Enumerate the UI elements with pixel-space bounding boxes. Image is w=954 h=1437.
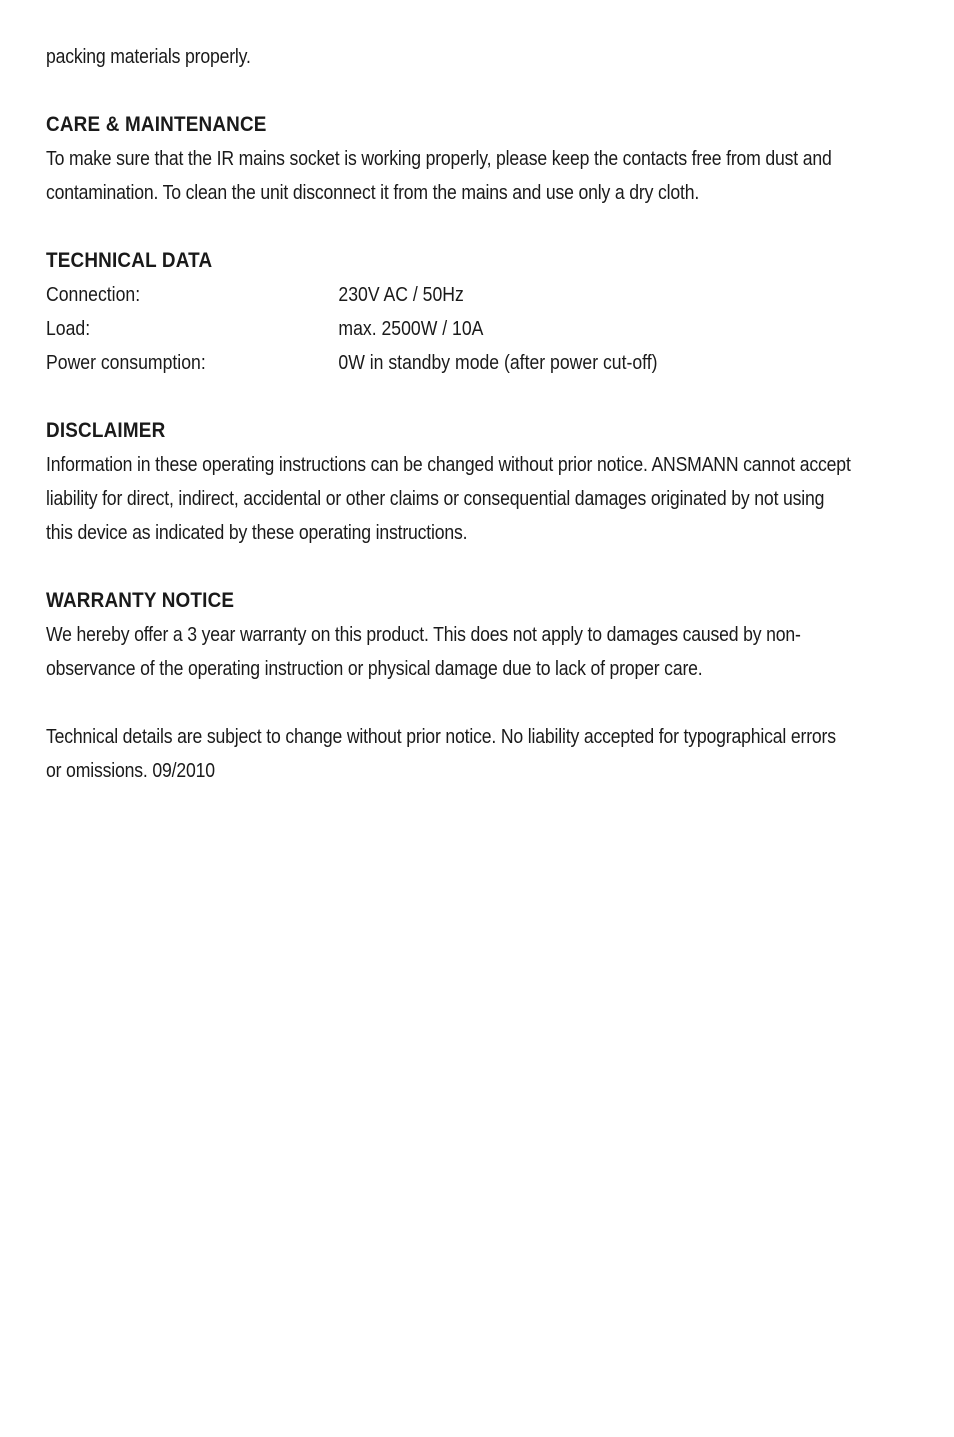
- care-maintenance-heading: CARE & MAINTENANCE: [46, 113, 267, 136]
- disclaimer-text-line-3: this device as indicated by these operating instructions.: [46, 521, 468, 544]
- technical-row-connection: [46, 278, 904, 312]
- technical-value: max. 2500W / 10A: [338, 317, 484, 340]
- technical-value: 230V AC / 50Hz: [338, 283, 464, 306]
- warranty-notice-heading: WARRANTY NOTICE: [46, 589, 235, 612]
- disclaimer-text-line-2: liability for direct, indirect, accidental or other claims or consequential damages originated by not using: [46, 487, 825, 510]
- disclaimer-section: [46, 414, 906, 550]
- technical-value: 0W in standby mode (after power cut-off): [338, 351, 658, 374]
- care-maintenance-section: [46, 108, 906, 210]
- technical-row-power-consumption: [46, 346, 904, 380]
- care-text-line-1: To make sure that the IR mains socket is working properly, please keep the contacts free from dust and: [46, 147, 832, 170]
- technical-label: Load:: [46, 317, 91, 340]
- technical-row-load: [46, 312, 904, 346]
- spacer: [46, 550, 906, 584]
- disclaimer-heading: DISCLAIMER: [46, 419, 166, 442]
- footer-text-line-1: Technical details are subject to change without prior notice. No liability accepted for typographical errors: [46, 725, 836, 748]
- spacer: [46, 74, 906, 108]
- technical-label: Connection:: [46, 283, 141, 306]
- intro-text: packing materials properly.: [46, 45, 251, 68]
- spacer: [46, 380, 906, 414]
- disclaimer-text-line-1: Information in these operating instructions can be changed without prior notice. ANSMANN cannot accept: [46, 453, 851, 476]
- technical-data-section: [46, 244, 906, 380]
- spacer: [46, 210, 906, 244]
- footer-text-line-2: or omissions. 09/2010: [46, 759, 215, 782]
- spacer: [46, 686, 906, 720]
- technical-data-heading: TECHNICAL DATA: [46, 249, 213, 272]
- warranty-notice-section: [46, 584, 906, 686]
- technical-label: Power consumption:: [46, 351, 206, 374]
- warranty-text-line-2: observance of the operating instruction or physical damage due to lack of proper care.: [46, 657, 703, 680]
- footer-note: [46, 720, 906, 788]
- warranty-text-line-1: We hereby offer a 3 year warranty on this product. This does not apply to damages caused by non-: [46, 623, 801, 646]
- document-page: [46, 40, 906, 788]
- care-text-line-2: contamination. To clean the unit disconnect it from the mains and use only a dry cloth.: [46, 181, 700, 204]
